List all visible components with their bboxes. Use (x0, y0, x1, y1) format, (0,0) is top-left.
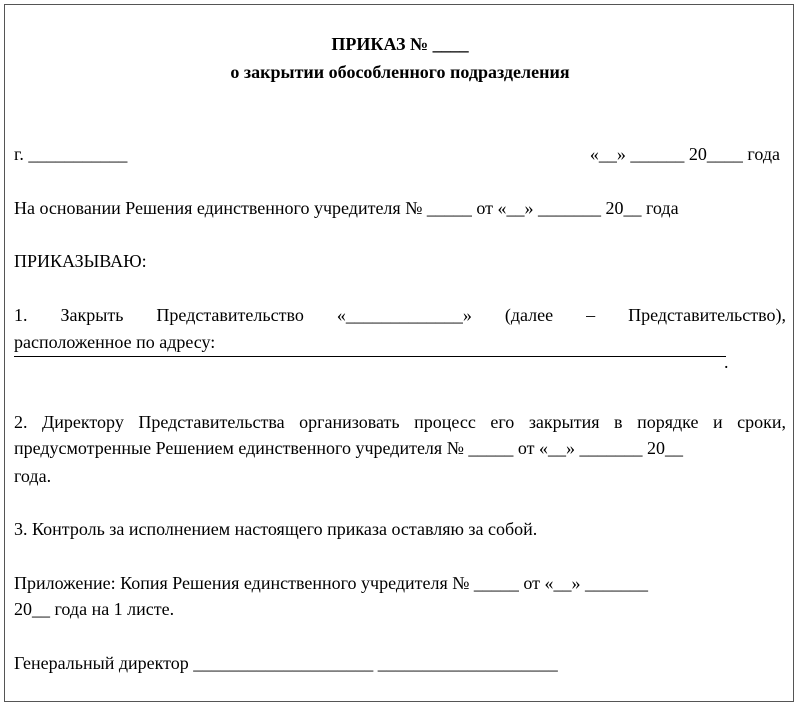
address-blank-line (14, 356, 726, 357)
item2-line2: предусмотренные Решением единственного учредителя № _____ от «__» _______ 20__ (14, 438, 683, 458)
city-field: г. ___________ (14, 144, 128, 164)
item3-text: 3. Контроль за исполнением настоящего приказа оставляю за собой. (14, 519, 538, 539)
item2-line1: 2. Директору Представительства организовать процесс его закрытия в порядке и сроки, (14, 412, 786, 432)
basis-text: На основании Решения единственного учредителя № _____ от «__» _______ 20__ года (14, 198, 679, 218)
appendix-line2: 20__ года на 1 листе. (14, 599, 175, 619)
item2-line3: года. (14, 466, 52, 486)
item1-line1: 1. Закрыть Представительство «_____________» (далее – Представительство), (14, 305, 786, 325)
order-word: ПРИКАЗЫВАЮ: (14, 251, 147, 271)
appendix-line1: Приложение: Копия Решения единственного учредителя № _____ от «__» _______ (14, 573, 649, 593)
order-subtitle: о закрытии обособленного подразделения (230, 62, 570, 82)
signature-line: Генеральный директор ____________________ ____________________ (14, 653, 558, 673)
item1-line3-end: . (724, 352, 729, 372)
order-title: ПРИКАЗ № ____ (331, 34, 469, 54)
date-field: «__» ______ 20____ года (589, 144, 780, 164)
item1-line2: расположенное по адресу: (14, 332, 216, 352)
